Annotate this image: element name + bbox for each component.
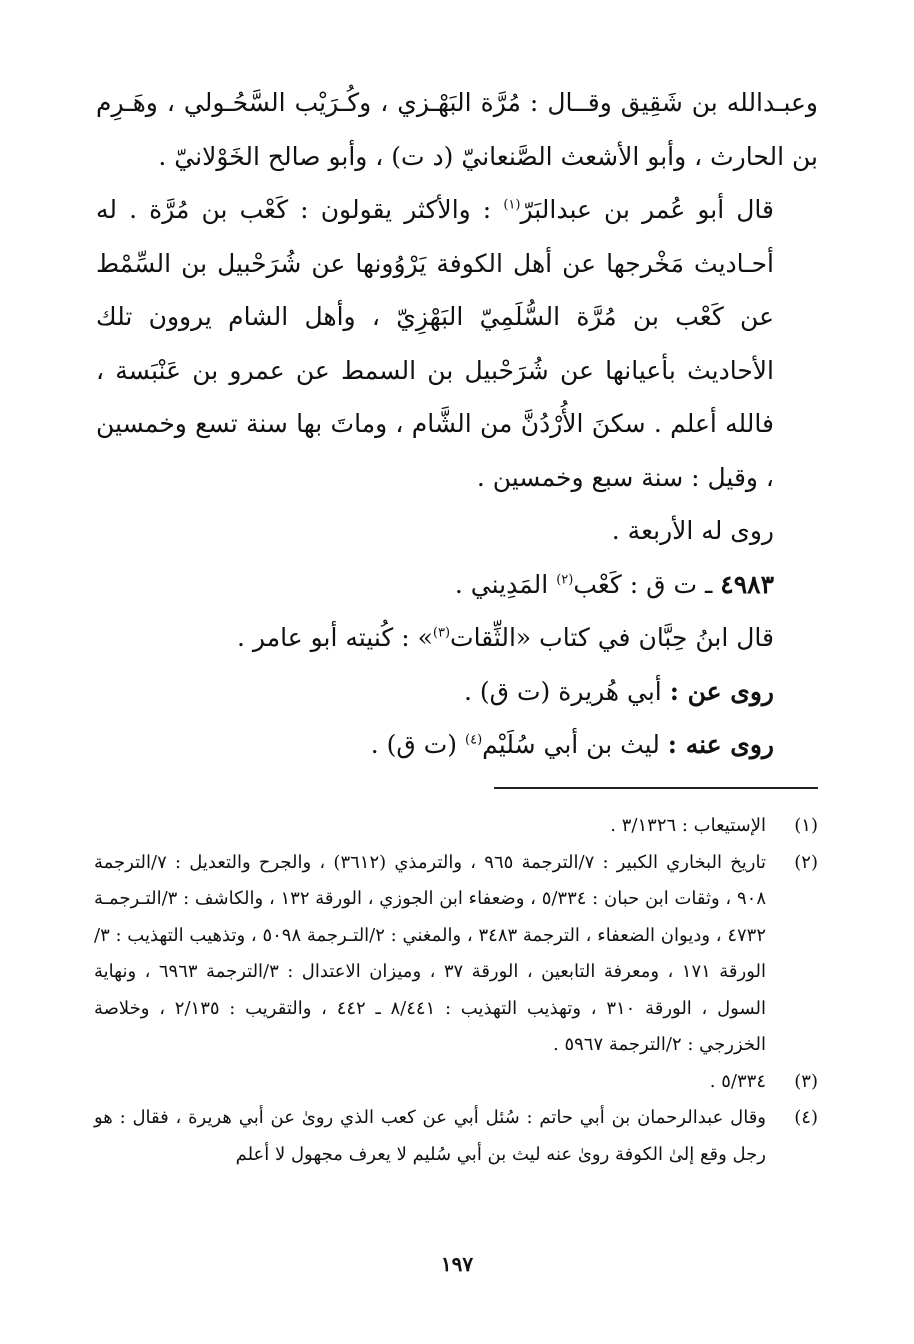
paragraph-ibn-hibban bbox=[96, 611, 818, 665]
text-span: » : كُنيته أبو عامر . bbox=[237, 623, 433, 652]
footnote-3 bbox=[94, 1064, 818, 1101]
footnote-number: (٢) bbox=[794, 851, 818, 873]
entry-number: ٤٩٨٣ bbox=[720, 569, 774, 599]
text-span: : والأكثر يقولون : كَعْب بن مُرَّة . له أحـاديث مَخْرجها عن أهل الكوفة يَرْوُونها عن شُرَحْبيل بن السِّمْط عن كَعْب بن مُرَّة السُّلَمِيّ البَهْزِيّ ، وأهل الشام يروون تلك الأحاديث بأعيانها عن شُرَحْبيل بن السمط عن عمرو بن عَنْبَسة ، فالله أعلم . سكنَ الأُرْدُنَّ من الشَّام ، وماتَ بها سنة تسع وخمسين ، وقيل : سنة سبع وخمسين . bbox=[96, 195, 774, 492]
narrated-by-label: روى عنه : bbox=[667, 730, 774, 759]
entry-heading bbox=[96, 558, 818, 612]
paragraph-narrated-by-four: روى له الأربعة . bbox=[611, 516, 774, 545]
footnote-divider bbox=[494, 787, 818, 789]
entry-nisba: المَدِيني . bbox=[454, 569, 549, 599]
narrated-from-label: روى عن : bbox=[669, 676, 774, 706]
footnote-4 bbox=[94, 1100, 818, 1173]
paragraph-narrators: وعبـدالله بن شَقِيق وقــال : مُرَّة البَهْـزي ، وكُـرَيْب السَّحُـولي ، وهَـرِم بن الحارث ، وأبو الأشعث الصَّنعانيّ (د ت) ، وأبو صالح الخَوْلانيّ . bbox=[96, 88, 818, 171]
footnote-number: (٣) bbox=[794, 1070, 818, 1092]
footnote-ref-3: (٣) bbox=[432, 625, 451, 641]
footnote-text: تاريخ البخاري الكبير : ٧/الترجمة ٩٦٥ ، والترمذي (٣٦١٢) ، والجرح والتعديل : ٧/الترجمة ٩٠٨ ، وثقات ابن حبان : ٥/٣٣٤ ، وضعفاء ابن الجوزي ، الورقة ١٣٢ ، والكاشف : ٣/التـرجمـة ٤٧٣٢ ، وديوان الضعفاء ، الترجمة ٣٤٨٣ ، والمغني : ٢/التـرجمة ٥٠٩٨ ، وتذهيب التهذيب : ٣/الورقة ١٧١ ، ومعرفة التابعين ، الورقة ٣٧ ، وميزان الاعتدال : ٣/الترجمة ٦٩٦٣ ، ونهاية السول ، الورقة ٣١٠ ، وتهذيب التهذيب : ٨/٤٤١ ـ ٤٤٢ ، والتقريب : ٢/١٣٥ ، وخلاصة الخزرجي : ٢/الترجمة ٥٩٦٧ . bbox=[94, 851, 767, 1055]
footnotes bbox=[94, 808, 818, 1173]
footnote-text: الإستيعاب : ٣/١٣٢٦ . bbox=[610, 815, 766, 836]
paragraph-ibn-abd-al-barr bbox=[96, 183, 818, 504]
narrated-from-text: أبي هُريرة (ت ق) . bbox=[464, 676, 662, 706]
footnote-1 bbox=[94, 808, 818, 845]
footnote-number: (١) bbox=[794, 815, 818, 836]
narrated-from-line bbox=[96, 665, 818, 719]
text-span: قال أبو عُمر بن عبدالبَرّ bbox=[520, 195, 774, 224]
footnote-ref-2: (٢) bbox=[556, 572, 574, 588]
narrated-by-line bbox=[96, 718, 818, 772]
narrated-by-symbols: (ت ق) . bbox=[370, 730, 465, 759]
entry-symbols: ـ ت ق : bbox=[629, 569, 713, 599]
footnote-text: وقال عبدالرحمان بن أبي حاتم : سُئل أبي عن كعب الذي روىٰ عن أبي هريرة ، فقال : هو رجل وقع إلىٰ الكوفة روىٰ عنه ليث بن أبي سُليم لا يعرف مجهول لا أعلم bbox=[94, 1107, 766, 1165]
narrated-by-text: ليث بن أبي سُلَيْم bbox=[482, 730, 660, 759]
page-number: ١٩٧ bbox=[440, 1252, 474, 1276]
footnote-text: ٥/٣٣٤ . bbox=[709, 1070, 766, 1092]
footnote-number: (٤) bbox=[794, 1107, 818, 1128]
text-span: قال ابنُ حِبَّان في كتاب «الثِّقات bbox=[450, 623, 774, 652]
entry-name: كَعْب bbox=[573, 569, 622, 599]
footnote-ref-4: (٤) bbox=[465, 732, 483, 748]
footnote-2 bbox=[94, 845, 818, 1064]
footnote-ref-1: (١) bbox=[503, 197, 521, 213]
main-text bbox=[96, 76, 818, 772]
